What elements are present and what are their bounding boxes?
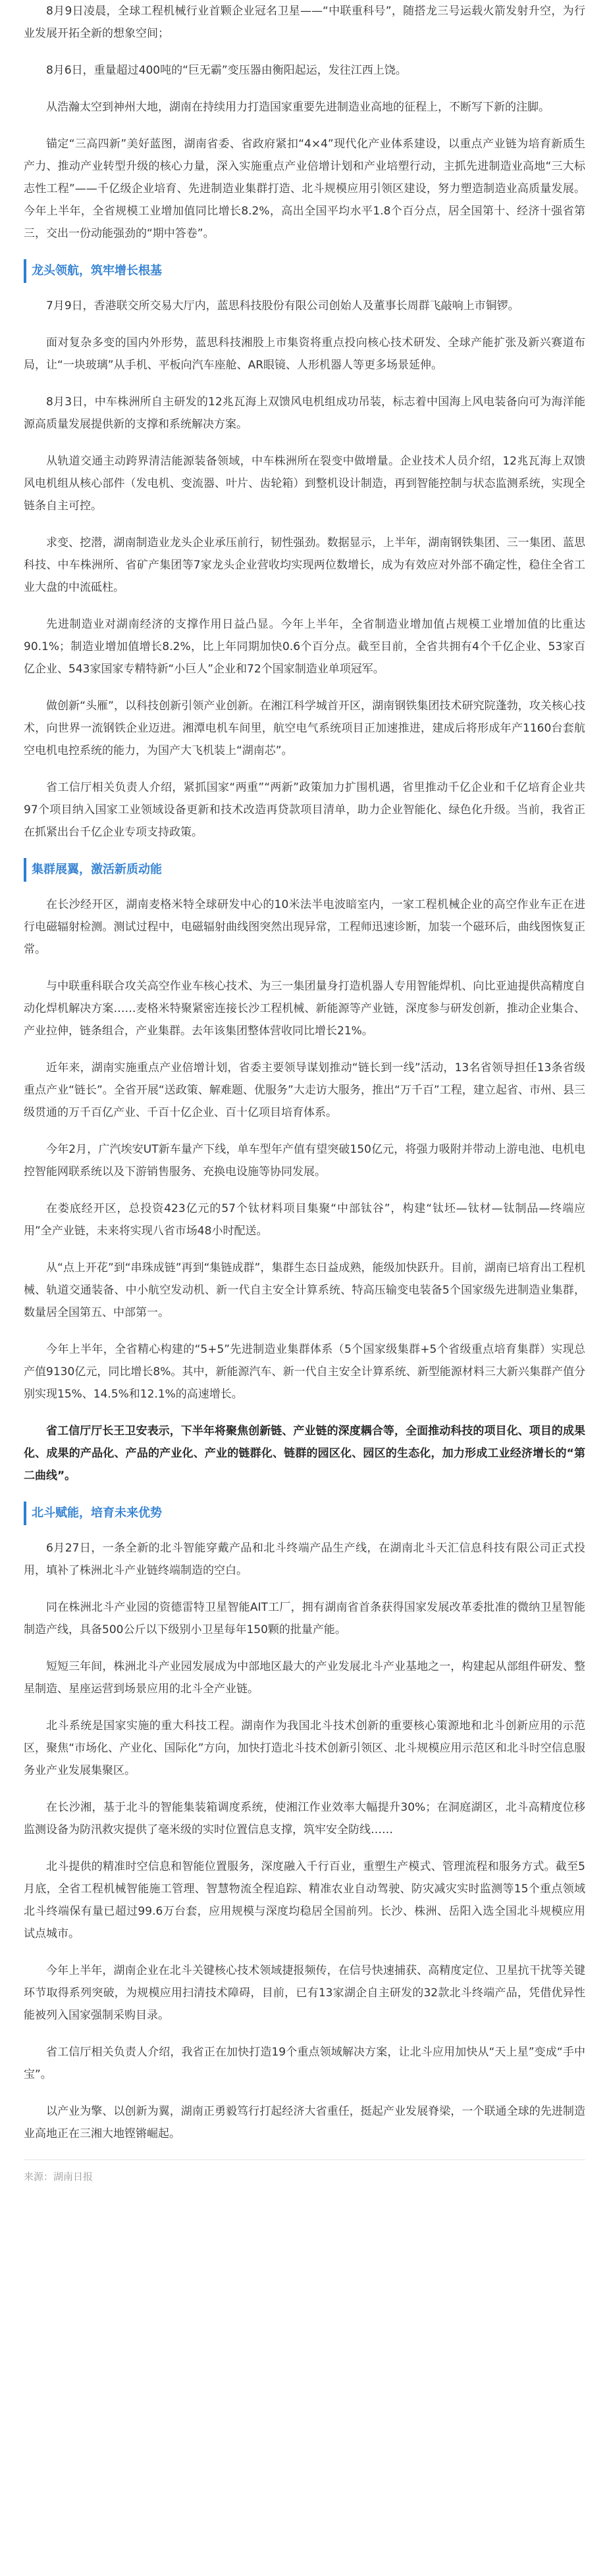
section-heading-text: 龙头领航，筑牢增长根基 [24, 259, 162, 283]
paragraph: 今年上半年，湖南企业在北斗关键核心技术领域捷报频传，在信号快速捕获、高精度定位、卫星抗干扰等关键环节取得系列突破，为规模应用扫清技术障碍，目前，已有13家湖企自主研发的32款北斗终端产品，凭借优异性能被列入国家强制采购目录。 [24, 1964, 585, 2022]
paragraph: 面对复杂多变的国内外形势，蓝思科技湘股上市集资将重点投向核心技术研发、全球产能扩张及新兴赛道布局，让“一块玻璃”从手机、平板向汽车座舱、AR眼镜、人形机器人等更多场景延伸。 [24, 336, 585, 372]
article-footer [0, 2159, 609, 2186]
paragraph: 锚定“三高四新”美好蓝图，湖南省委、省政府紧扣“4×4”现代化产业体系建设，以重点产业链为培育新质生产力、推动产业转型升级的核心力量，深入实施重点产业倍增计划和产业培塑行动，主抓先进制造业高地“三大标志性工程”——千亿级企业培育、先进制造业集群打造、北斗规模应用引领区建设，努力塑造制造业高质量发展。今年上半年，全省规模工业增加值同比增长8.2%，高出全国平均水平1.8个百分点，居全国第十、经济十强省第三，交出一份动能强劲的“期中答卷”。 [24, 138, 585, 240]
paragraph: 今年2月，广汽埃安UT新车量产下线，单车型年产值有望突破150亿元，将强力吸附并带动上游电池、电机电控智能网联系统以及下游销售服务、充换电设施等协同发展。 [24, 1143, 585, 1178]
paragraph: 7月9日，香港联交所交易大厅内，蓝思科技股份有限公司创始人及董事长周群飞敲响上市铜锣。 [46, 299, 519, 313]
paragraph: 以产业为擎、以创新为翼，湖南正勇毅笃行打起经济大省重任，挺起产业发展脊梁，一个联通全球的先进制造业高地正在三湘大地铿锵崛起。 [24, 2105, 585, 2140]
paragraph: 短短三年间，株洲北斗产业园发展成为中部地区最大的产业发展北斗产业基地之一，构建起从部组件研发、整星制造、星座运营到场景应用的北斗全产业链。 [24, 1660, 585, 1696]
paragraph: 从轨道交通主动跨界清洁能源装备领域，中车株洲所在裂变中做增量。企业技术人员介绍，12兆瓦海上双馈风电机组从核心部件（发电机、变流器、叶片、齿轮箱）到整机设计制造，再到智能控制与状态监测系统，实现全链条自主可控。 [24, 455, 585, 513]
paragraph: 从浩瀚太空到神州大地，湖南在持续用力打造国家重要先进制造业高地的征程上，不断写下新的注脚。 [46, 101, 550, 114]
paragraph: 6月27日，一条全新的北斗智能穿戴产品和北斗终端产品生产线，在湖南北斗天汇信息科技有限公司正式投用，填补了株洲北斗产业链终端制造的空白。 [24, 1542, 585, 1577]
section-heading [24, 858, 585, 882]
paragraph: 8月6日，重量超过400吨的“巨无霸”变压器由衡阳起运，发往江西上饶。 [46, 64, 407, 77]
paragraph: 同在株洲北斗产业园的资德雷特卫星智能AIT工厂，拥有湖南省首条获得国家发展改革委批准的微纳卫星智能制造产线，具备500公斤以下级别小卫星每年150颗的批量产能。 [24, 1601, 585, 1636]
source-credit: 来源：湖南日报 [24, 2171, 93, 2183]
paragraph: 省工信厅相关负责人介绍，我省正在加快打造19个重点领域解决方案，让北斗应用加快从“天上星”变成“手中宝”。 [24, 2046, 585, 2081]
paragraph: 8月3日，中车株洲所自主研发的12兆瓦海上双馈风电机组成功吊装，标志着中国海上风电装备向可为海洋能源高质量发展提供新的支撑和系统解决方案。 [24, 395, 585, 431]
section-heading [24, 259, 585, 283]
paragraph: 在长沙经开区，湖南麦格米特全球研发中心的10米法半电波暗室内，一家工程机械企业的高空作业车正在进行电磁辐射检测。测试过程中，电磁辐射曲线图突然出现异常，工程师迅速诊断，加装一个磁环后，曲线图恢复正常。 [24, 898, 585, 956]
paragraph: 在娄底经开区，总投资423亿元的57个钛材料项目集聚“中部钛谷”，构建“钛坯—钛材—钛制品—终端应用”全产业链，未来将实现八省市场48小时配送。 [24, 1202, 585, 1238]
paragraph: 8月9日凌晨，全球工程机械行业首颗企业冠名卫星——“中联重科号”，随搭龙三号运载火箭发射升空，为行业发展开拓全新的想象空间； [24, 5, 585, 40]
paragraph: 从“点上开花”到“串珠成链”再到“集链成群”，集群生态日益成熟，能级加快跃升。目前，湖南已培育出工程机械、轨道交通装备、中小航空发动机、新一代自主安全计算系统、特高压输变电装备5个国家级先进制造业集群，数量居全国第五、中部第一。 [24, 1261, 585, 1319]
footer-divider [24, 2159, 585, 2160]
paragraph: 今年上半年，全省精心构建的“5+5”先进制造业集群体系（5个国家级集群+5个省级重点培育集群）实现总产值9130亿元，同比增长8%。其中，新能源汽车、新一代自主安全计算系统、新型能源材料三大新兴集群产值分别实现15%、14.5%和12.1%的高速增长。 [24, 1343, 585, 1401]
paragraph: 北斗提供的精准时空信息和智能位置服务，深度融入千行百业，重塑生产模式、管理流程和服务方式。截至5月底，全省工程机械智能施工管理、智慧物流全程追踪、精准农业自动驾驶、防灾减灾实时监测等15个重点领域北斗终端保有量已超过99.6万台套，应用规模与深度均稳居全国前列。长沙、株洲、岳阳入选全国北斗规模应用试点城市。 [24, 1860, 585, 1940]
paragraph: 省工信厅相关负责人介绍，紧抓国家“两重”“两新”政策加力扩围机遇，省里推动千亿企业和千亿培育企业共97个项目纳入国家工业领域设备更新和技术改造再贷款项目清单，助力企业智能化、绿色化升级。当前，我省正在抓紧出台千亿企业专项支持政策。 [24, 781, 585, 839]
paragraph: 北斗系统是国家实施的重大科技工程。湖南作为我国北斗技术创新的重要核心策源地和北斗创新应用的示范区，聚焦“市场化、产业化、国际化”方向，加快打造北斗技术创新引领区、北斗规模应用示范区和北斗时空信息服务业产业发展集聚区。 [24, 1719, 585, 1777]
section-heading-text: 北斗赋能，培育未来优势 [24, 1502, 162, 1525]
paragraph: 与中联重科联合攻关高空作业车核心技术、为三一集团量身打造机器人专用智能焊机、向比亚迪提供高精度自动化焊机解决方案……麦格米特聚紧密连接长沙工程机械、新能源等产业链，深度参与研发创新，推动企业集合、产业拉伸，链条组合，产业集群。去年该集团整体营收同比增长21%。 [24, 980, 585, 1038]
paragraph-emphasis: 省工信厅厅长王卫安表示，下半年将聚焦创新链、产业链的深度耦合等，全面推动科技的项目化、项目的成果化、成果的产品化、产品的产业化、产业的链群化、链群的园区化、园区的生态化，加力形成工业经济增长的“第二曲线”。 [24, 1425, 585, 1482]
paragraph: 先进制造业对湖南经济的支撑作用日益凸显。今年上半年，全省制造业增加值占规模工业增加值的比重达90.1%；制造业增加值增长8.2%，比上年同期加快0.6个百分点。截至目前，全省共拥有4个千亿企业、53家百亿企业、543家国家专精特新“小巨人”企业和72个国家制造业单项冠军。 [24, 618, 585, 676]
paragraph: 在长沙湘，基于北斗的智能集装箱调度系统，使湘江作业效率大幅提升30%；在洞庭湖区，北斗高精度位移监测设备为防汛救灾提供了毫米级的实时位置信息支撑，筑牢安全防线…… [24, 1801, 585, 1836]
paragraph: 求变、挖潜，湖南制造业龙头企业承压前行，韧性强劲。数据显示，上半年，湖南钢铁集团、三一集团、蓝思科技、中车株洲所、省矿产集团等7家龙头企业营收均实现两位数增长，成为有效应对外部不确定性，稳住全省工业大盘的中流砥柱。 [24, 536, 585, 594]
section-heading [24, 1502, 585, 1525]
paragraph: 近年来，湖南实施重点产业倍增计划，省委主要领导谋划推动“链长到一线”活动，13名省领导担任13条省级重点产业“链长”。全省开展“送政策、解难题、优服务”大走访大服务，推出“万千百”工程，建立起省、市州、县三级贯通的万千百亿产业、千百十亿企业、百十亿项目培育体系。 [24, 1061, 585, 1119]
section-heading-text: 集群展翼，激活新质动能 [24, 858, 162, 882]
paragraph: 做创新“头雁”，以科技创新引领产业创新。在湘江科学城首开区，湖南钢铁集团技术研究院蓬勃，攻关核心技术，向世界一流钢铁企业迈进。湘潭电机车间里，航空电气系统项目正加速推进，建成后将形成年产1160台套航空电机电控系统的能力，为国产大飞机装上“湖南芯”。 [24, 699, 585, 757]
